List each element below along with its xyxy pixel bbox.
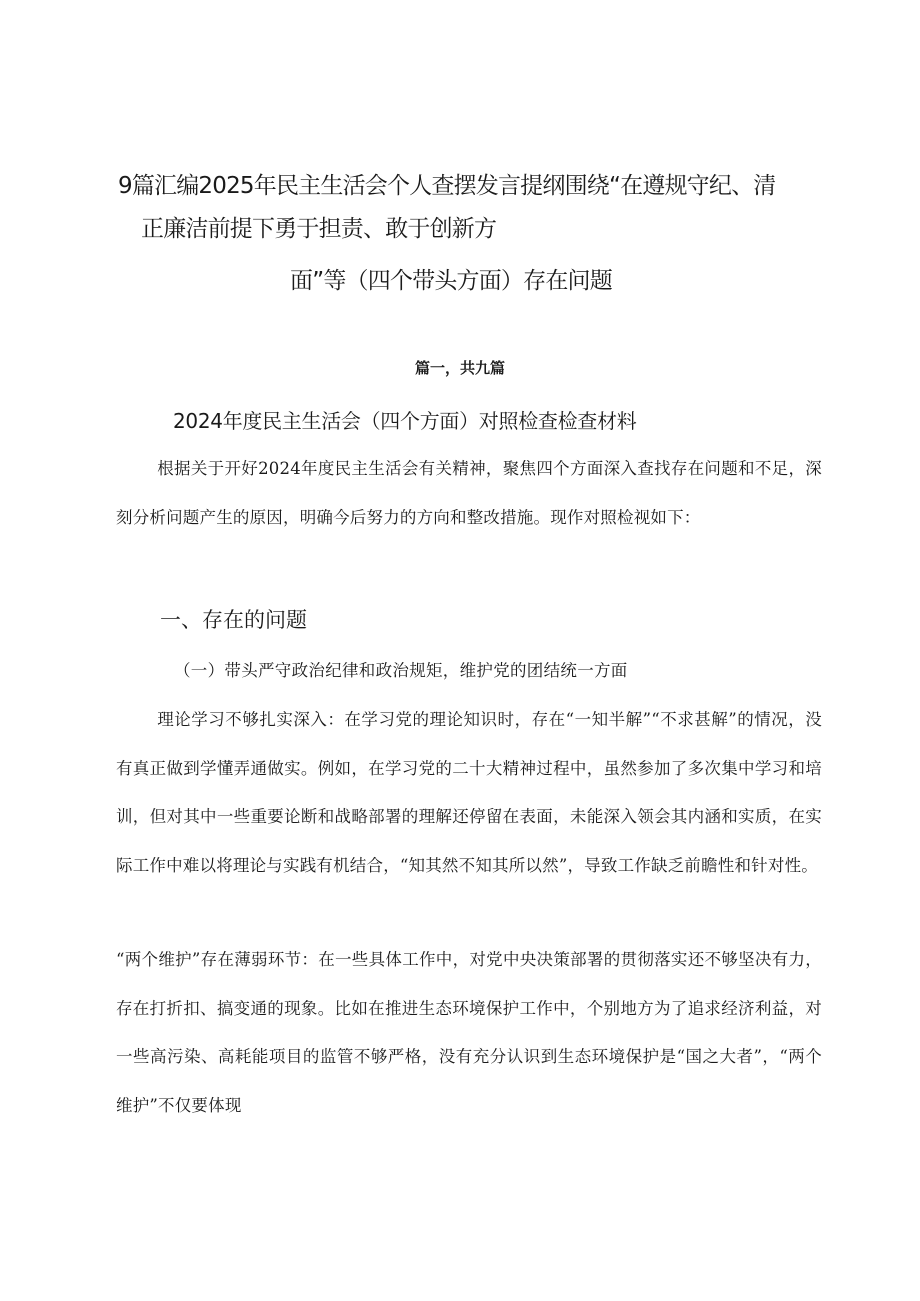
subsection-heading: （一）带头严守政治纪律和政治规矩，维护党的团结统一方面 <box>174 661 628 680</box>
intro-paragraph: 根据关于开好2024年度民主生活会有关精神，聚焦四个方面深入查找存在问题和不足，深刻分析问题产生的原因，明确今后努力的方向和整改措施。现作对照检视如下： <box>116 459 822 527</box>
document-title-line-3: 面”等（四个带头方面）存在问题 <box>290 268 612 294</box>
paragraph-theory-study: 理论学习不够扎实深入：在学习党的理论知识时，存在“一知半解”“不求甚解”的情况，没有真正做到学懂弄通做实。例如，在学习党的二十大精神过程中，虽然参加了多次集中学习和培训，但对其中一些重要论断和战略部署的理解还停留在表面，未能深入领会其内涵和实质，在实际工作中难以将理论与实践有机结合，“知其然不知其所以然”，导致工作缺乏前瞻性和针对性。 <box>116 710 822 875</box>
document-title-line-2: 正廉洁前提下勇于担责、敢于创新方 <box>141 216 497 242</box>
series-label: 篇一，共九篇 <box>414 359 505 377</box>
article-subtitle: 2024年度民主生活会（四个方面）对照检查检查材料 <box>173 409 637 433</box>
paragraph-two-safeguards: “两个维护”存在薄弱环节：在一些具体工作中，对党中央决策部署的贯彻落实还不够坚决有力，存在打折扣、搞变通的现象。比如在推进生态环境保护工作中，个别地方为了追求经济利益，对一些高污染、高耗能项目的监管不够严格，没有充分认识到生态环境保护是“国之大者”，“两个维护”不仅要体现 <box>116 950 822 1115</box>
section-heading: 一、存在的问题 <box>160 608 307 632</box>
document-title-line-1: 9篇汇编2025年民主生活会个人查摆发言提纲围绕“在遵规守纪、清 <box>118 173 776 199</box>
